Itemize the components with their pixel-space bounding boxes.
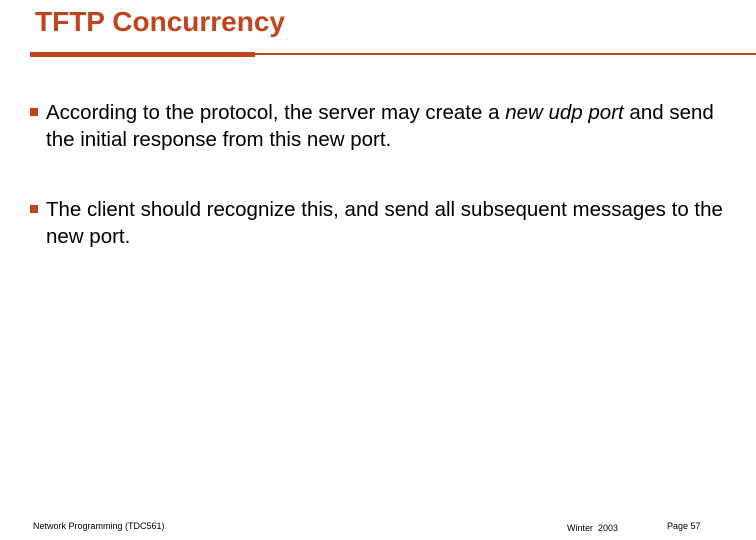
square-bullet-icon xyxy=(30,108,38,116)
bullet-text-emphasis: new udp port xyxy=(505,101,624,124)
slide-title: TFTP Concurrency xyxy=(35,6,285,37)
footer-page-number: Page 57 xyxy=(667,521,701,531)
footer-term xyxy=(567,523,618,533)
bullet-text-part: and send the initial response from this new port. xyxy=(46,101,714,151)
bullet-text-part: According to the protocol, the server may create a xyxy=(46,101,506,124)
footer-term-text: Winter 2003 xyxy=(567,523,619,533)
bullet-text: The client should recognize this, and send all subsequent messages to the new port. xyxy=(46,198,723,248)
footer-course: Network Programming (TDC561) xyxy=(33,521,165,531)
bullet-item xyxy=(30,196,730,250)
bullet-item xyxy=(30,99,730,153)
bullet-text xyxy=(30,99,730,153)
square-bullet-icon xyxy=(30,205,38,213)
title-underline-accent xyxy=(30,52,255,57)
